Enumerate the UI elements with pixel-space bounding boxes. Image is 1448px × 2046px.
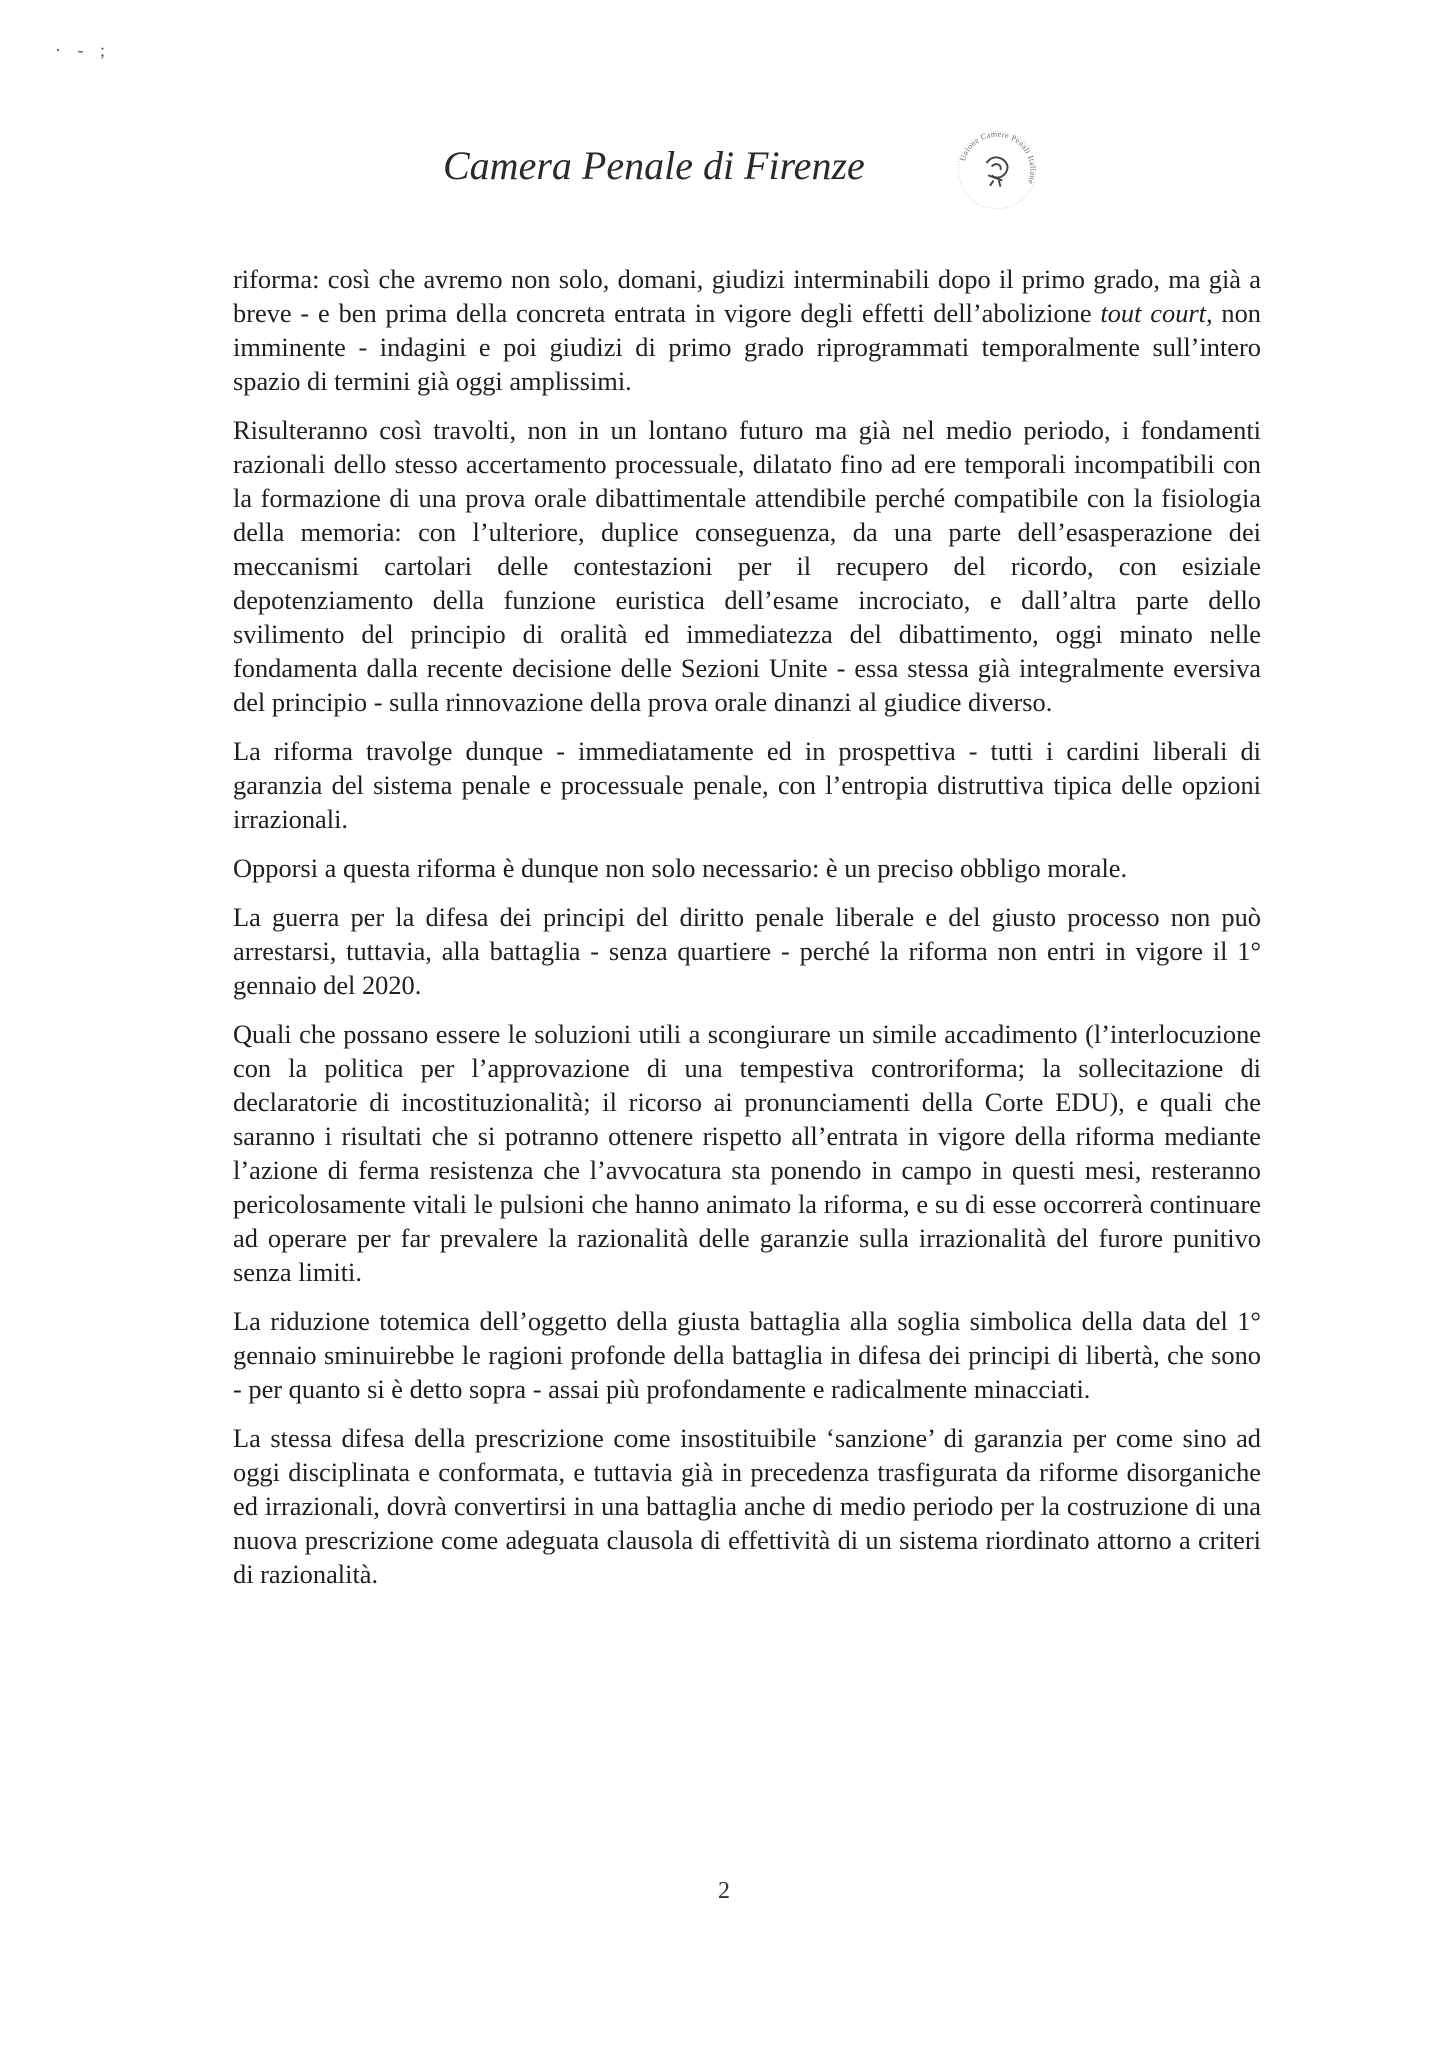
paragraph-text: La stessa difesa della prescrizione come insostituibile ‘sanzione’ di garanzia per come sino ad oggi disciplinata e conformata, e tuttavia già in precedenza trasfigurata da riforme disorganiche ed irrazionali, dovrà convertirsi in una battaglia anche di medio periodo per la costruzione di una nuova prescrizione come adeguata clausola di effettività di un sistema riordinato attorno a criteri di razionalità.	[233, 1423, 1261, 1589]
scan-artifact: · - ;	[55, 40, 111, 60]
paragraph	[233, 900, 1261, 1002]
paragraph	[233, 1304, 1261, 1406]
union-seal-icon	[953, 126, 1041, 214]
paragraph-text: Opporsi a questa riforma è dunque non solo necessario: è un preciso obbligo morale.	[233, 853, 1128, 883]
paragraph	[233, 1421, 1261, 1591]
page-number: 2	[718, 1878, 730, 1904]
paragraph-text: Quali che possano essere le soluzioni utili a scongiurare un simile accadimento (l’interlocuzione con la politica per l’approvazione di una tempestiva controriforma; la sollecitazione di declaratorie di incostituzionalità; il ricorso ai pronunciamenti della Corte EDU), e quali che saranno i risultati che si potranno ottenere rispetto all’entrata in vigore della riforma mediante l’azione di ferma resistenza che l’avvocatura sta ponendo in campo in questi mesi, resteranno pericolosamente vitali le pulsioni che hanno animato la riforma, e su di esse occorrerà continuare ad operare per far prevalere la razionalità delle garanzie sulla irrazionalità del furore punitivo senza limiti.	[233, 1019, 1261, 1287]
paragraph-text: Risulteranno così travolti, non in un lontano futuro ma già nel medio periodo, i fondamenti razionali dello stesso accertamento processuale, dilatato fino ad ere temporali incompatibili con la formazione di una prova orale dibattimentale attendibile perché compatibile con la fisiologia della memoria: con l’ulteriore, duplice conseguenza, da una parte dell’esasperazione dei meccanismi cartolari delle contestazioni per il recupero del ricordo, con esiziale depotenziamento della funzione euristica dell’esame incrociato, e dall’altra parte dello svilimento del principio di oralità ed immediatezza del dibattimento, oggi minato nelle fondamenta dalla recente decisione delle Sezioni Unite - essa stessa già integralmente eversiva del principio - sulla rinnovazione della prova orale dinanzi al giudice diverso.	[233, 415, 1261, 717]
seal-emblem	[986, 157, 1007, 186]
paragraph-text: La riduzione totemica dell’oggetto della giusta battaglia alla soglia simbolica della data del 1° gennaio sminuirebbe le ragioni profonde della battaglia in difesa dei principi di libertà, che sono - per quanto si è detto sopra - assai più profondamente e radicalmente minacciati.	[233, 1306, 1261, 1404]
seal-text: Unione Camere Penali Italiane	[957, 129, 1038, 186]
paragraph-text: non imminente - indagini e poi giudizi di primo grado riprogrammati temporalmente sull’intero spazio di termini già oggi amplissimi.	[233, 298, 1262, 396]
paragraph-text: La riforma travolge dunque - immediatamente ed in prospettiva - tutti i cardini liberali di garanzia del sistema penale e processuale penale, con l’entropia distruttiva tipica delle opzioni irrazionali.	[233, 736, 1261, 834]
paragraph	[233, 851, 1261, 885]
letterhead	[443, 129, 1063, 198]
paragraph	[233, 413, 1261, 719]
paragraph-text: La guerra per la difesa dei principi del diritto penale liberale e del giusto processo non può arrestarsi, tuttavia, alla battaglia - senza quartiere - perché la riforma non entri in vigore il 1° gennaio del 2020.	[233, 902, 1261, 1000]
header-title: Camera Penale di Firenze	[443, 143, 865, 188]
paragraph	[233, 734, 1261, 836]
paragraph	[233, 262, 1261, 398]
paragraph-text: riforma: così che avremo non solo, domani, giudizi interminabili dopo il primo grado, ma già a breve - e ben prima della concreta entrata in vigore degli effetti dell’abolizione	[233, 264, 1261, 328]
italic-phrase: tout court,	[1100, 298, 1213, 328]
document-body	[233, 262, 1261, 1591]
paragraph	[233, 1017, 1261, 1289]
